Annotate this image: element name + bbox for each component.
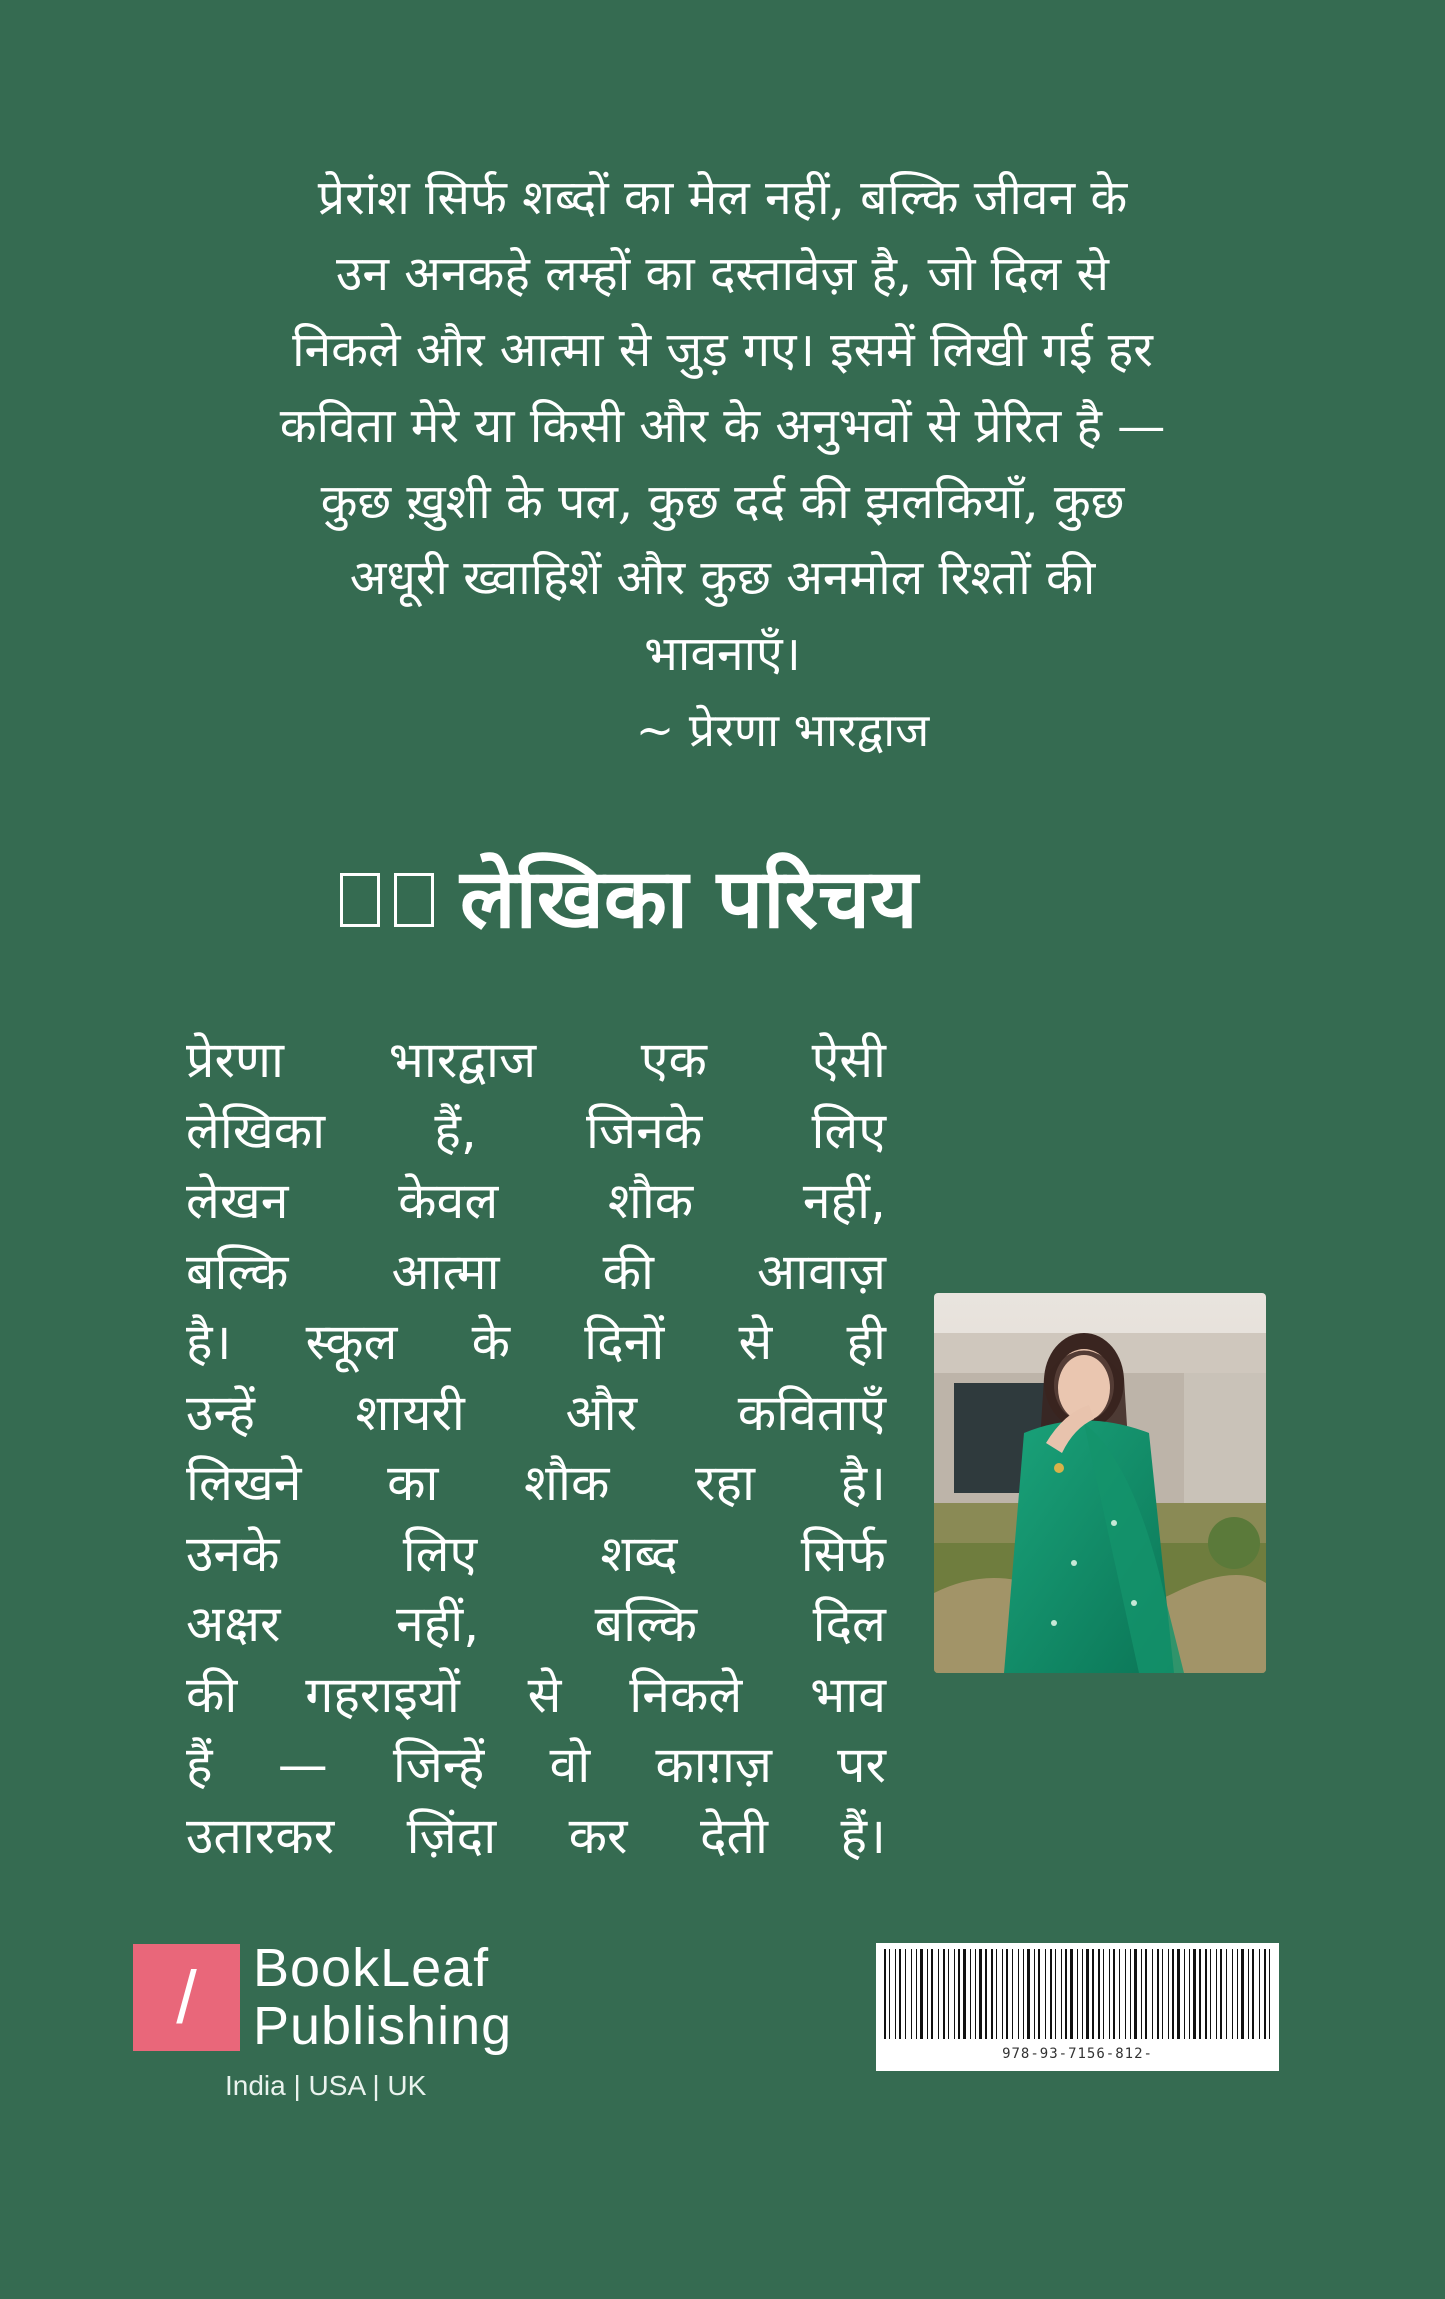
barcode-bar <box>1018 1949 1019 2039</box>
barcode-bar <box>884 1949 886 2039</box>
barcode-bar <box>1216 1949 1217 2039</box>
barcode-bar <box>1172 1949 1174 2039</box>
bio-word: काग़ज़ <box>655 1736 772 1794</box>
barcode-bar <box>1034 1949 1035 2039</box>
bio-line <box>186 1237 886 1308</box>
author-photo <box>934 1293 1266 1673</box>
author-intro-heading <box>340 850 1100 950</box>
bio-word: सिर्फ <box>800 1524 886 1583</box>
isbn-number: 978-93-7156-812- <box>1002 2046 1153 2062</box>
bio-word: हैं <box>186 1736 213 1794</box>
barcode-bar <box>948 1949 949 2039</box>
barcode-bar <box>1210 1949 1211 2039</box>
bio-word: रहा <box>694 1454 755 1512</box>
barcode-bar <box>1070 1949 1073 2039</box>
missing-glyph-icons <box>340 873 434 927</box>
bio-line <box>186 1589 886 1660</box>
barcode-bar <box>1241 1949 1244 2039</box>
publisher-name-line1: BookLeaf <box>253 1938 490 1998</box>
bio-word: बल्कि <box>186 1242 289 1301</box>
bio-word: नहीं, <box>395 1595 480 1653</box>
barcode-bar <box>1006 1949 1008 2039</box>
barcode-bar <box>1264 1949 1266 2039</box>
bio-line <box>186 1096 886 1167</box>
barcode-bar <box>991 1949 993 2039</box>
bio-word: भारद्वाज <box>388 1031 537 1089</box>
bio-word: केवल <box>398 1172 499 1230</box>
barcode-bar <box>958 1949 960 2039</box>
author-signature: ~ प्रेरणा भारद्वाज <box>635 703 930 757</box>
bio-line <box>186 1660 886 1731</box>
barcode-bar <box>895 1949 896 2039</box>
barcode-bar <box>931 1949 933 2039</box>
bio-word: की <box>186 1665 238 1724</box>
bio-word: पर <box>837 1736 886 1794</box>
bio-word: लिखने <box>186 1454 302 1512</box>
bio-word: एक <box>640 1031 707 1089</box>
bio-word: जिनके <box>586 1101 703 1160</box>
bio-word: से <box>527 1665 562 1724</box>
barcode-bar <box>1027 1949 1030 2039</box>
author-bio <box>186 1025 886 1871</box>
barcode-bar <box>1193 1949 1196 2039</box>
barcode-bar <box>1184 1949 1185 2039</box>
bio-word: वो <box>549 1736 591 1794</box>
bio-word: कर <box>568 1806 628 1865</box>
bio-line <box>186 1025 886 1096</box>
barcode-bar <box>1113 1949 1115 2039</box>
publisher-logo <box>133 1938 533 2114</box>
barcode-bar <box>1082 1949 1083 2039</box>
bio-word: लिए <box>402 1524 478 1583</box>
missing-glyph-icon <box>394 873 434 927</box>
barcode-bar <box>1130 1949 1131 2039</box>
barcode-bar <box>1141 1949 1142 2039</box>
bio-line <box>186 1730 886 1801</box>
heading-title: लेखिका परिचय <box>460 852 918 947</box>
barcode-bar <box>1157 1949 1159 2039</box>
blurb-line: उन अनकहे लम्हों का दस्तावेज़ है, जो दिल से <box>336 246 1109 302</box>
bio-word: कविताएँ <box>737 1383 886 1442</box>
bio-word: है। <box>840 1454 886 1512</box>
bio-word: स्कूल <box>305 1313 398 1371</box>
barcode-bar <box>1065 1949 1067 2039</box>
barcode-bar <box>1205 1949 1207 2039</box>
barcode-bar <box>1023 1949 1024 2039</box>
barcode-bar <box>911 1949 912 2039</box>
barcode-bar <box>1055 1949 1056 2039</box>
barcode-bar <box>1199 1949 1201 2039</box>
bio-word: से <box>738 1313 773 1371</box>
bio-line <box>186 1448 886 1519</box>
bio-word: उन्हें <box>186 1383 255 1442</box>
bio-word: देती <box>699 1806 768 1865</box>
bio-line <box>186 1166 886 1237</box>
barcode-bar <box>1232 1949 1233 2039</box>
bio-word: दिनों <box>584 1313 665 1371</box>
barcode-bar <box>889 1949 890 2039</box>
barcode-bar <box>1252 1949 1254 2039</box>
bio-word: प्रेरणा <box>186 1031 284 1089</box>
barcode-bar <box>1061 1949 1062 2039</box>
blurb-line: अधूरी ख्वाहिशें और कुछ अनमोल रिश्तों की <box>349 550 1096 606</box>
bio-word: उतारकर <box>186 1806 335 1865</box>
bio-word: के <box>471 1313 510 1371</box>
slash-logo-icon: / <box>133 1944 240 2051</box>
barcode-bar <box>996 1949 997 2039</box>
barcode-bar <box>970 1949 971 2039</box>
barcode-bar <box>1177 1949 1180 2039</box>
bio-word: और <box>565 1383 638 1442</box>
bio-line <box>186 1378 886 1449</box>
barcode-bar <box>1103 1949 1104 2039</box>
bio-word: दिल <box>812 1595 886 1653</box>
barcode-bar <box>1220 1949 1222 2039</box>
bio-word: निकले <box>629 1665 743 1724</box>
barcode-bar <box>938 1949 939 2039</box>
barcode-bar <box>943 1949 945 2039</box>
barcode-bar <box>979 1949 982 2039</box>
barcode-bar <box>920 1949 923 2039</box>
bio-word: जिन्हें <box>392 1736 485 1794</box>
barcode-bar <box>1269 1949 1270 2039</box>
barcode-bar <box>985 1949 987 2039</box>
barcode-bar <box>1145 1949 1147 2039</box>
barcode-bar <box>916 1949 917 2039</box>
blurb-line: कविता मेरे या किसी और के अनुभवों से प्रेरित है — <box>279 398 1166 454</box>
barcode-bars-icon <box>876 1943 1279 2043</box>
barcode-bar <box>1125 1949 1126 2039</box>
missing-glyph-icon <box>340 873 380 927</box>
bio-word: नहीं, <box>802 1172 886 1230</box>
bio-word: हैं। <box>840 1806 886 1865</box>
bio-word: है। <box>186 1313 232 1371</box>
barcode-bar <box>1002 1949 1003 2039</box>
bio-word: शायरी <box>355 1383 465 1442</box>
barcode-bar <box>905 1949 906 2039</box>
barcode-bar <box>1038 1949 1040 2039</box>
blurb-line: निकले और आत्मा से जुड़ गए। इसमें लिखी गई हर <box>292 322 1153 378</box>
barcode-bar <box>1168 1949 1169 2039</box>
barcode-bar <box>1259 1949 1260 2039</box>
bio-word: लिए <box>811 1101 886 1160</box>
bio-word: ऐसी <box>811 1031 886 1089</box>
bio-word: उनके <box>186 1524 280 1583</box>
bio-word: आत्मा <box>391 1242 500 1301</box>
blurb-line: कुछ ख़ुशी के पल, कुछ दर्द की झलकियाँ, कुछ <box>320 474 1125 530</box>
bio-word: बल्कि <box>594 1595 698 1653</box>
barcode-bar <box>1045 1949 1046 2039</box>
bio-word: ही <box>846 1313 886 1371</box>
barcode-bar <box>954 1949 955 2039</box>
bio-line <box>186 1801 886 1872</box>
barcode-bar <box>899 1949 901 2039</box>
barcode-bar <box>1226 1949 1227 2039</box>
bio-word: अक्षर <box>186 1595 281 1653</box>
barcode-bar <box>1086 1949 1089 2039</box>
bio-word: की <box>602 1242 654 1301</box>
bio-word: शौक <box>607 1172 694 1230</box>
bio-word: आवाज़ <box>757 1242 886 1301</box>
barcode-bar <box>1248 1949 1249 2039</box>
barcode-bar <box>1162 1949 1163 2039</box>
bio-word: लेखन <box>186 1172 289 1230</box>
bio-line <box>186 1519 886 1590</box>
barcode-bar <box>1050 1949 1052 2039</box>
bio-word: गहराइयों <box>305 1665 460 1724</box>
bio-word: शब्द <box>600 1524 678 1583</box>
bio-word: शौक <box>524 1454 610 1512</box>
blurb-line: भावनाएँ। <box>644 626 801 682</box>
bio-word: भाव <box>810 1665 886 1724</box>
barcode-bar <box>1098 1949 1100 2039</box>
bio-line <box>186 1307 886 1378</box>
bio-word: लेखिका <box>186 1101 326 1160</box>
publisher-regions: India | USA | UK <box>225 2070 427 2101</box>
barcode-bar <box>1012 1949 1013 2039</box>
bio-word: का <box>387 1454 439 1512</box>
publisher-name-line2: Publishing <box>253 1996 513 2056</box>
bio-word: — <box>277 1736 328 1794</box>
barcode-bar <box>1092 1949 1094 2039</box>
barcode-bar <box>1119 1949 1120 2039</box>
blurb-line: प्रेरांश सिर्फ शब्दों का मेल नहीं, बल्कि जीवन के <box>317 170 1128 226</box>
barcode-bar <box>1134 1949 1137 2039</box>
blurb-quote <box>200 160 1245 768</box>
barcode-bar <box>927 1949 928 2039</box>
barcode-bar <box>1189 1949 1190 2039</box>
barcode-bar <box>1077 1949 1078 2039</box>
isbn-barcode <box>876 1943 1279 2071</box>
bio-word: ज़िंदा <box>406 1806 497 1865</box>
barcode-bar <box>963 1949 966 2039</box>
barcode-bar <box>975 1949 976 2039</box>
barcode-bar <box>1109 1949 1110 2039</box>
barcode-bar <box>1152 1949 1153 2039</box>
bio-word: हैं, <box>434 1101 477 1160</box>
barcode-bar <box>1237 1949 1238 2039</box>
